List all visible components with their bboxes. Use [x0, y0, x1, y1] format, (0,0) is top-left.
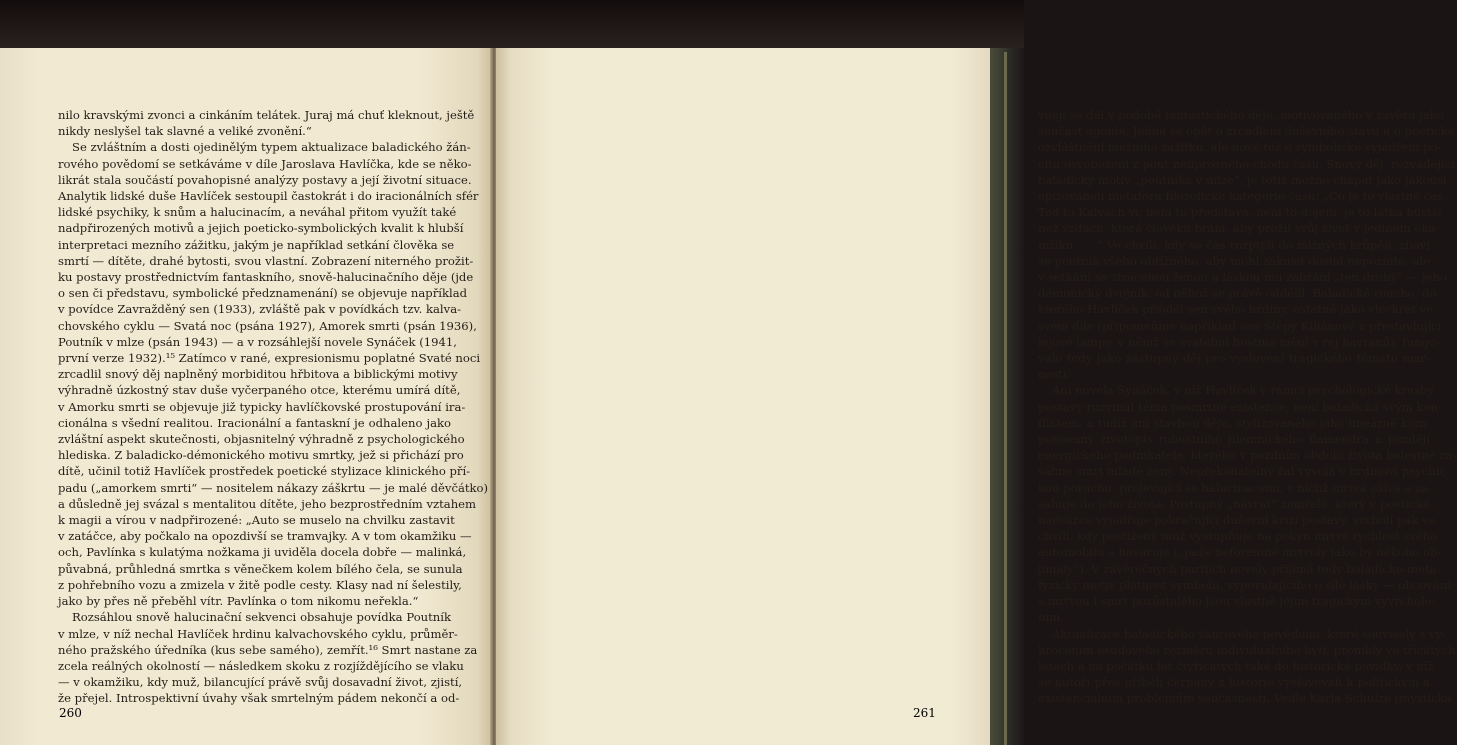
text-line: víjejí se dál v podobě fantastického děje, motivovaného v závěru jako [1038, 108, 1444, 122]
text-line: Rozsáhlou snově halucinační sekvenci obsahuje povídka Poutník [72, 610, 451, 625]
text-line: Ani novela Synáček, v níž Havlíček v rámci psychologické kresby [1052, 383, 1434, 398]
text-line: letech a na počátku let čtyřicátých také do historické povídky, v níž [1038, 658, 1434, 673]
text-line: energického podnikatele, kterého v pozdním období života bolestně za- [1038, 448, 1457, 463]
text-line: první verze 1932).¹⁵ Zatímco v rané, expresionismu poplatné Svaté noci [58, 351, 481, 366]
page-number-left: 260 [59, 706, 82, 720]
text-line: fliktem, a tudíž ani stavbou děje, stylizovaného jako lineárně kom- [1038, 415, 1430, 430]
text-line: Teď to Kalvach ví, není to představa, není to dojem, je to látka hustší [1038, 205, 1442, 220]
text-line: fyzický motiv platnost symbolu, vypovídajícího o síle lásky — obcování [1038, 577, 1451, 592]
text-line: och, Pavlínka s kulatýma nožkama ji uviděla docela dobře — malinká, [58, 545, 467, 560]
text-line: Se zvláštním a dosti ojedinělým typem aktualizace baladického žán- [72, 140, 471, 155]
right-page-text [1038, 107, 1457, 707]
text-line: Poutník v mlze (psán 1943) — a v rozsáhlejší novele Synáček (1941, [58, 334, 457, 349]
text-line: citu osvobození z pout neúprosného chodu času. Snový děj, rozvádějící [1038, 156, 1455, 171]
text-line: mžiku . . .“ Ve chvíli, kdy se čas rozptýlí do mlžných krůpějí, zbaví [1038, 237, 1430, 252]
text-line: hlediska. Z baladicko-démonického motivu smrtky, jež si přichází pro [58, 448, 464, 463]
text-line: nadpřirozených motivů a jejich poeticko-symbolických kvalit k hlubší [58, 221, 464, 236]
left-page-text [58, 107, 489, 707]
text-line: Aktualizace baladického žánrového povědomí, které souvisely s vy- [1052, 626, 1447, 641]
text-line: nadsázce vyjadřuje pokračující duševní krizi postavy, vrcholí pak ve [1038, 513, 1436, 528]
text-line: ním. [1038, 610, 1064, 625]
text-line: součást agónie. Jedná se opět o zrcadlení duševního stavu a o poetické [1038, 124, 1455, 139]
text-line: zcela reálných okolností — následkem skoku z rozjíždějícího se vlaku [58, 658, 464, 673]
text-line: cionálna s všední realitou. Iracionální a fantaskní je odhaleno jako [58, 415, 451, 430]
text-line: démonický dvojník, od něhož se právě oddělil. Baladické roucho, do [1038, 286, 1437, 301]
text-line: lejové lampy, v němž se svatební hostina mění v rej havranů), fungo- [1038, 334, 1440, 349]
text-line: kterého Havlíček přioděl sen svého hrdiny, ostatně jako vleckrát ve [1038, 302, 1434, 317]
text-line: výhradně úzkostný stav duše vyčerpaného otce, kterému umírá dítě, [58, 383, 461, 398]
text-line: automobilu a havaruje („paže neforemné mrtvoly jako by někoho ob- [1038, 545, 1442, 560]
text-line: a důsledně jej svázal s mentalitou dítěte, jeho bezprostředním vztahem [58, 496, 477, 511]
text-line: interpretaci mezního zážitku, jakým je například setkání člověka se [58, 237, 455, 252]
text-line: v zatáčce, aby počkalo na opozdivší se tramvajky. A v tom okamžiku — [58, 529, 472, 544]
text-line: — v okamžiku, kdy muž, bilancující právě svůj dosavadní život, zjistí, [58, 675, 463, 690]
text-line: chvíli, kdy postižený muž vystupňuje na pokyn mrtvé rychlost svého [1038, 529, 1438, 544]
text-line: ozvláštnění mezního zážitku, ale nově též o symbolické vyjádření po- [1038, 140, 1442, 155]
text-line: než vzduch, která člověku brání, aby prožil svůj život v jediném oka- [1038, 221, 1440, 236]
text-line: že přejel. Introspektivní úvahy však smrtelným pádem nekončí a od- [58, 691, 460, 706]
text-line: jako by přes ně přeběhl vítr. Pavlínka o tom nikomu neřekla.“ [58, 594, 419, 609]
text-line: nosti. [1038, 367, 1071, 382]
text-line: s mrtvou i smrt pozůstalého jsou vlastně jejím tragickým vyvrchole- [1038, 594, 1436, 609]
text-line: lidské psychiky, k snům a halucinacím, a neváhal přitom využít také [58, 205, 457, 220]
text-line: likrát stala součástí povahopisné analýzy postavy a její životní situace. [58, 172, 472, 187]
text-line: sáhne smrt mladé ženy. Nepřekonatelný žal vyvolá v hrdinovi psychic- [1038, 464, 1450, 479]
text-line: existenciálním problémům současnosti. Vedle Karla Schulze (mystická [1038, 691, 1452, 706]
background-top [0, 0, 1024, 48]
text-line: svém díle (připomeňme například sen Štěpy Kiliánové z přestavlující [1038, 318, 1442, 333]
text-line: se autoři přes příběh čerpaný z historie vyslovovali k politickým a [1038, 675, 1430, 690]
text-line: nilo kravskými zvonci a cinkáním telátek. Juraj má chuť kleknout, ještě [58, 108, 475, 122]
text-line: dítě, učinil totiž Havlíček prostředek poetické stylizace klinického pří- [58, 464, 471, 479]
text-line: se poutník všeho obtížného, aby mohl zakusit dosud nepoznité, ale [1038, 253, 1430, 268]
left-page [0, 48, 492, 745]
text-line: smrtí — dítěte, drahé bytosti, svou vlastní. Zobrazení niterného prožit- [58, 253, 474, 268]
text-line: baladický motiv „poutníka v mlze“, je totiž možno chápat jako jakousi [1038, 172, 1447, 187]
text-line: chovského cyklu — Svatá noc (psána 1927), Amorek smrti (psán 1936), [58, 318, 477, 333]
text-line: z pohřebního vozu a zmizela v žitě podle cesty. Klasy nad ní šelestily, [58, 577, 462, 592]
text-line: v Amorku smrti se objevuje již typicky havlíčkovské prostupování ira- [58, 399, 466, 414]
text-line: zrcadlil snový děj naplněný morbiditou hřbitova a biblickými motivy [58, 367, 458, 382]
text-line: epizovanou metaforu filozofické kategorie času: „Co je to vlastně čas. [1038, 189, 1447, 204]
text-line: k magii a vírou v nadpřirozené: „Auto se muselo na chvilku zastavit [58, 513, 455, 528]
text-line: v povídce Zavražděný sen (1933), zvláště pak v povídkách tzv. kalva- [58, 302, 462, 317]
right-page [496, 48, 1457, 745]
text-line: nikdy neslyšel tak slavné a veliké zvonění.“ [58, 124, 312, 139]
text-line: o sen či představu, symbolické předznamenání) se objevuje například [58, 286, 468, 301]
text-line: postavy rozvinul téma posmrtné existence, není baladická svým kon- [1038, 399, 1442, 414]
text-line: zvláštní aspekt skutečnosti, objasnitelný výhradně z psychologického [58, 432, 465, 447]
text-line: padu („amorkem smrti“ — nositelem nákazy záškrtu — je malé děvčátko) [58, 480, 489, 495]
text-line: Analytik lidské duše Havlíček sestoupil častokrát i do iracionálních sfér [58, 189, 479, 204]
text-line: v mlze, v níž nechal Havlíček hrdinu kalvachovského cyklu, průměr- [58, 626, 458, 641]
book-edge [990, 48, 1024, 745]
text-line: ku postavy prostřednictvím fantaskního, snově-halucinačního děje (jde [58, 270, 474, 285]
text-line: v setkání se ztracenou ženou a láskou mu zabrání „ten druhý“ — jeho [1038, 270, 1447, 285]
page-number-right: 261 [913, 706, 936, 720]
book-edge-line [1004, 52, 1007, 745]
text-line: rového povědomí se setkáváme v díle Jaroslava Havlíčka, kde se něko- [58, 156, 472, 171]
text-line: hrocením osudového rozměru individuálního bytí, pronikly ve třicátých [1038, 642, 1456, 657]
text-line: sahuje do jeho života. Postupný „návrat“ zemřelé, který v poetické [1038, 496, 1430, 511]
text-line: jímaly“). V závěrečných partiích novely přijímá tedy baladicko-meta- [1038, 561, 1441, 576]
text-line: valo tedy jako zástupný děj pro vyslovení tragického tématu mar- [1038, 351, 1430, 366]
text-line: půvabná, průhledná smrtka s věnečkem kolem bílého čela, se sunula [58, 561, 463, 576]
text-line: ného pražského úředníka (kus sebe samého), zemřít.¹⁶ Smrt nastane za [58, 642, 478, 657]
text-line: ponovaný životopis robustního jilemnického flamendra a později [1038, 432, 1430, 447]
text-line: kou poruchu, projevující se halucinacemi, v nichž mrtvá ožívá a za- [1038, 480, 1433, 495]
